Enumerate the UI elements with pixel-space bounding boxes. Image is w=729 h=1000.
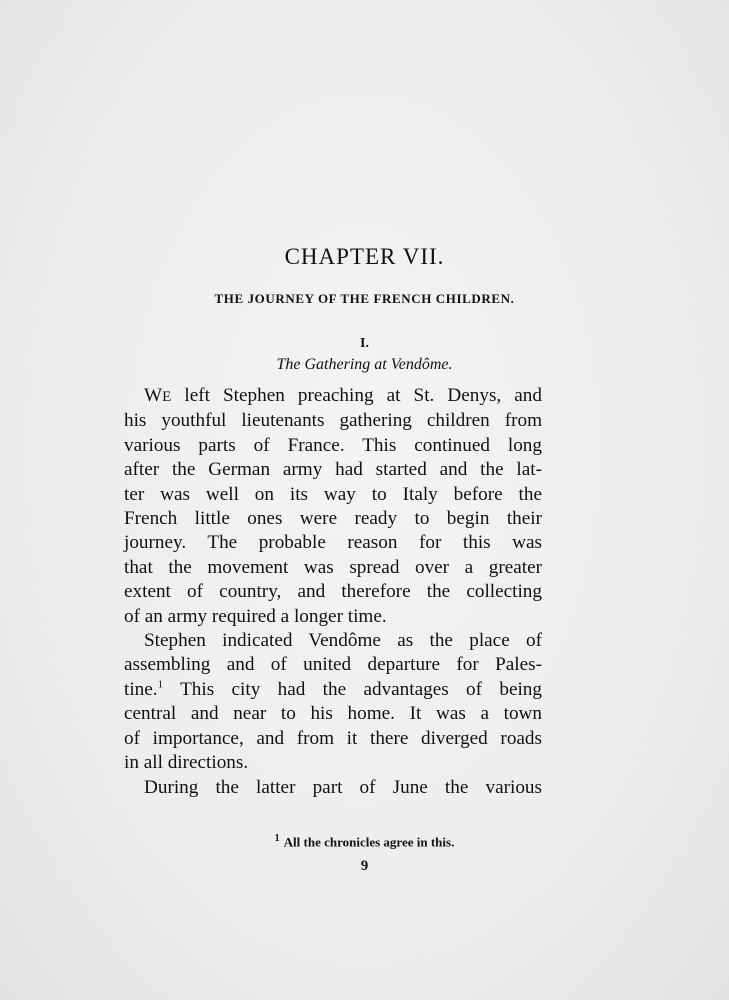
paragraph-2-line-3	[124, 678, 542, 702]
body-text	[124, 384, 542, 800]
paragraph-1-line: of an army required a longer time.	[124, 605, 387, 627]
paragraph-2-line-2: assembling and of united departure for Pales-	[124, 654, 542, 676]
paragraph-1-line: his youthful lieutenants gathering children from	[124, 410, 542, 432]
paragraph-1-line: various parts of France. This continued long	[124, 434, 542, 456]
paragraph-1-line: after the German army had started and the lat-	[124, 459, 542, 481]
section-subtitle: The Gathering at Vendôme.	[276, 356, 453, 373]
paragraph-1-line: French little ones were ready to begin their	[124, 508, 542, 530]
line-text: tine.	[124, 678, 158, 700]
paragraph-2-line: of importance, and from it there diverged roads	[124, 727, 542, 749]
footnote-reference: 1	[157, 678, 164, 691]
drop-word-first-letter: W	[144, 385, 163, 406]
footnote	[0, 833, 729, 850]
paragraph-3-line-1: During the latter part of June the various	[144, 776, 542, 798]
drop-word-rest: E	[162, 389, 172, 405]
paragraph-1-line: journey. The probable reason for this was	[124, 532, 542, 554]
page-number: 9	[360, 858, 369, 874]
footnote-text: All the chronicles agree in this.	[283, 834, 455, 850]
paragraph-1-line-1	[124, 384, 542, 409]
line-text: left Stephen preaching at St. Denys, and	[171, 385, 542, 406]
paragraph-2-line: in all directions.	[124, 752, 249, 774]
section-heading: THE JOURNEY OF THE FRENCH CHILDREN.	[214, 291, 515, 306]
paragraph-1-line: that the movement was spread over a greater	[124, 556, 542, 578]
section-number: I.	[360, 336, 369, 351]
paragraph-2-line-1: Stephen indicated Vendôme as the place of	[144, 630, 542, 652]
paragraph-2-line: central and near to his home. It was a town	[124, 703, 542, 725]
line-text: This city had the advantages of being	[163, 678, 542, 700]
paragraph-1-line: extent of country, and therefore the collecting	[124, 581, 542, 603]
paragraph-1-line: ter was well on its way to Italy before the	[124, 483, 542, 505]
chapter-title: CHAPTER VII.	[284, 244, 445, 269]
footnote-mark: 1	[274, 833, 280, 844]
